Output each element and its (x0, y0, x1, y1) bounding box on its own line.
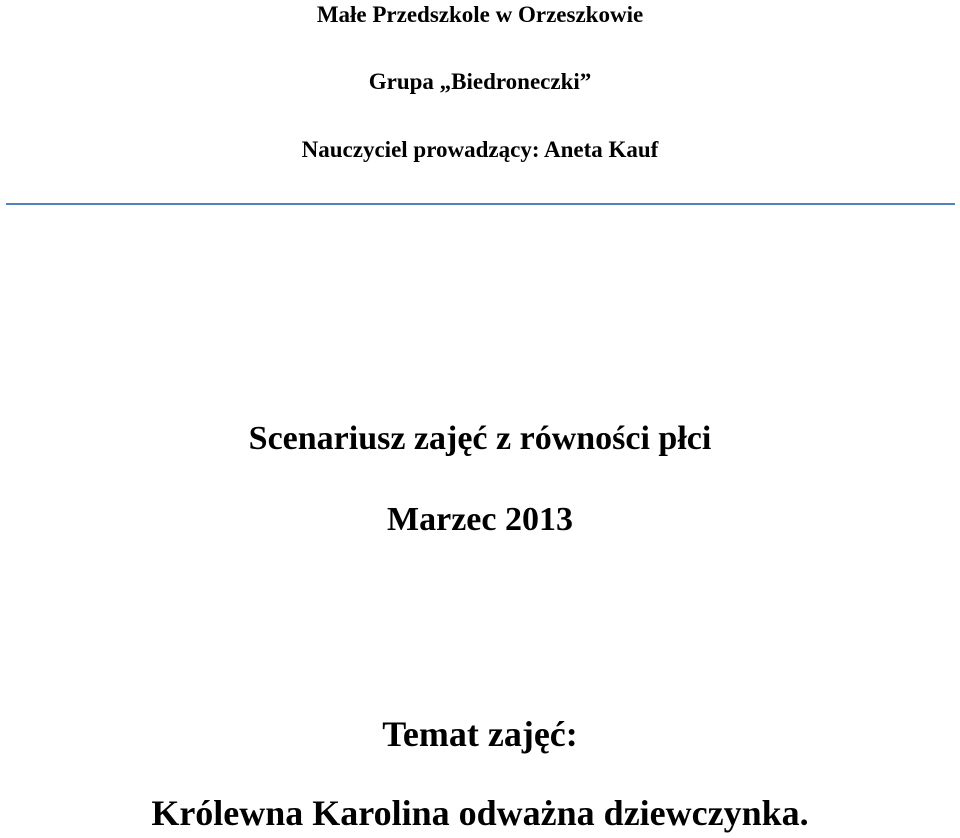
scenario-title: Scenariusz zajęć z równości płci (248, 420, 712, 457)
teacher-name: Nauczyciel prowadzący: Aneta Kauf (301, 137, 659, 162)
header-divider (6, 203, 955, 205)
group-name: Grupa „Biedroneczki” (368, 69, 592, 94)
scenario-date: Marzec 2013 (387, 501, 573, 538)
topic-title: Królewna Karolina odważna dziewczynka. (151, 793, 809, 833)
topic-label: Temat zajęć: (382, 714, 578, 754)
school-name: Małe Przedszkole w Orzeszkowie (316, 2, 644, 27)
